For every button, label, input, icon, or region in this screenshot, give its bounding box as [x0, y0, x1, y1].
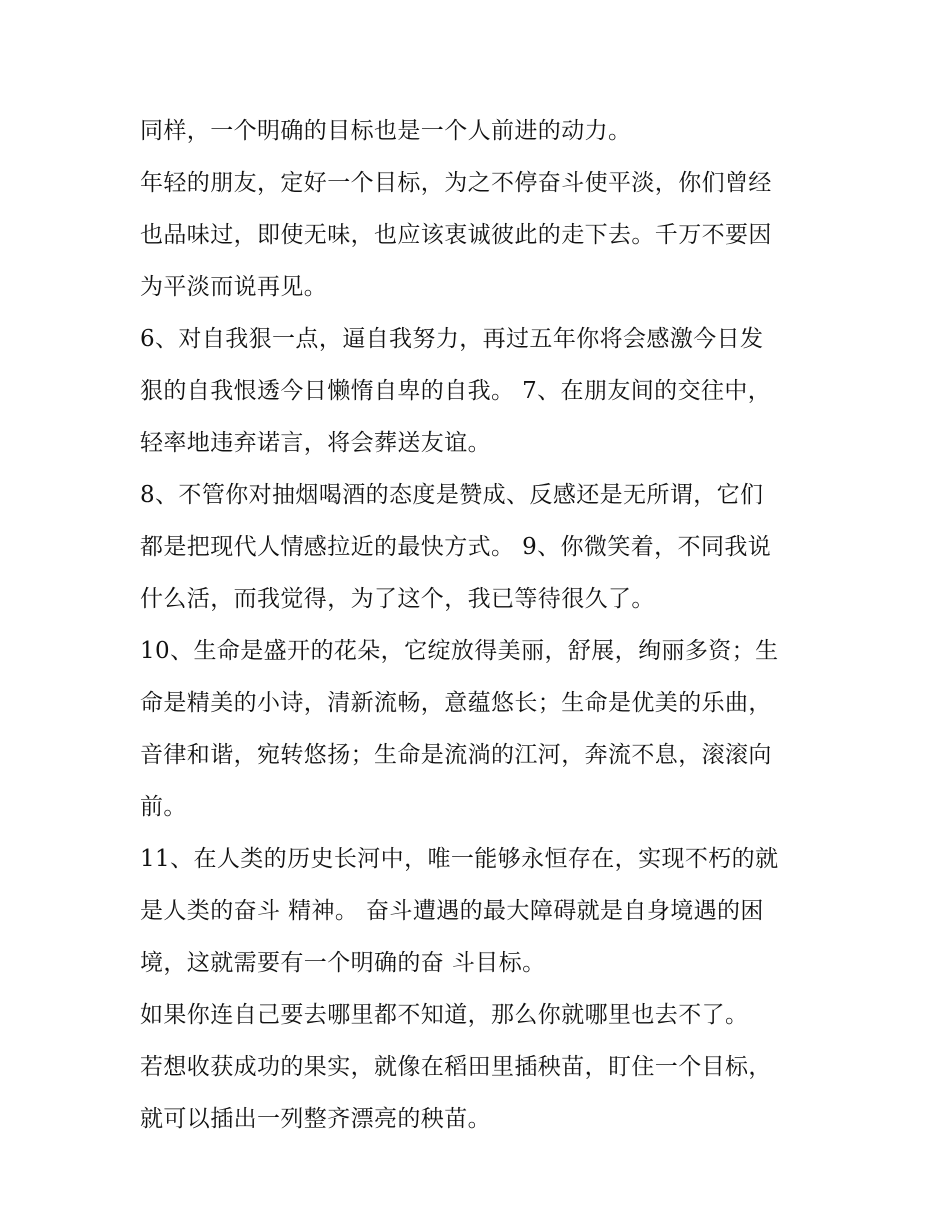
text-line: 音律和谐，宛转悠扬；生命是流淌的江河，奔流不息，滚滚向 — [140, 742, 772, 768]
paragraph-young-friends — [140, 157, 820, 313]
paragraph-goal-motivation — [140, 105, 820, 157]
text-line: 狠的自我恨透今日懒惰自卑的自我。 7、在朋友间的交往中， — [140, 378, 772, 404]
text-line: 10、生命是盛开的花朵，它绽放得美丽，舒展，绚丽多资；生 — [140, 638, 779, 664]
text-line: 6、对自我狠一点，逼自我努力，再过五年你将会感激今日发 — [140, 326, 764, 352]
text-line: 什么活，而我觉得，为了这个，我已等待很久了。 — [140, 586, 655, 612]
text-line: 也品味过，即使无味，也应该衷诚彼此的走下去。千万不要因 — [140, 222, 772, 248]
text-line: 轻率地违弃诺言，将会葬送友谊。 — [140, 430, 491, 456]
paragraph-rice-seedlings — [140, 1041, 820, 1145]
text-line: 若想收获成功的果实，就像在稻田里插秧苗，盯住一个目标， — [140, 1054, 772, 1080]
text-line: 为平淡而说再见。 — [140, 274, 328, 300]
text-line: 11、在人类的历史长河中，唯一能够永恒存在，实现不朽的就 — [140, 846, 779, 872]
text-line: 是人类的奋斗 精神。 奋斗遭遇的最大障碍就是自身境遇的困 — [140, 898, 764, 924]
text-line: 前。 — [140, 794, 187, 820]
text-line: 命是精美的小诗，清新流畅，意蕴悠长；生命是优美的乐曲， — [140, 690, 772, 716]
text-line: 8、不管你对抽烟喝酒的态度是赞成、反感还是无所谓，它们 — [140, 482, 764, 508]
text-line: 如果你连自己要去哪里都不知道，那么你就哪里也去不了。 — [140, 1002, 749, 1028]
paragraph-item-8-9 — [140, 469, 820, 625]
text-line: 同样，一个明确的目标也是一个人前进的动力。 — [140, 118, 632, 144]
document-body — [140, 105, 820, 1145]
text-line: 都是把现代人情感拉近的最快方式。 9、你微笑着，不同我说 — [140, 534, 772, 560]
text-line: 就可以插出一列整齐漂亮的秧苗。 — [140, 1106, 491, 1132]
text-line: 境，这就需要有一个明确的奋 斗目标。 — [140, 950, 546, 976]
paragraph-item-11 — [140, 833, 820, 989]
paragraph-item-6-7 — [140, 313, 820, 469]
paragraph-item-10 — [140, 625, 820, 833]
text-line: 年轻的朋友，定好一个目标，为之不停奋斗使平淡，你们曾经 — [140, 170, 772, 196]
paragraph-know-destination — [140, 989, 820, 1041]
